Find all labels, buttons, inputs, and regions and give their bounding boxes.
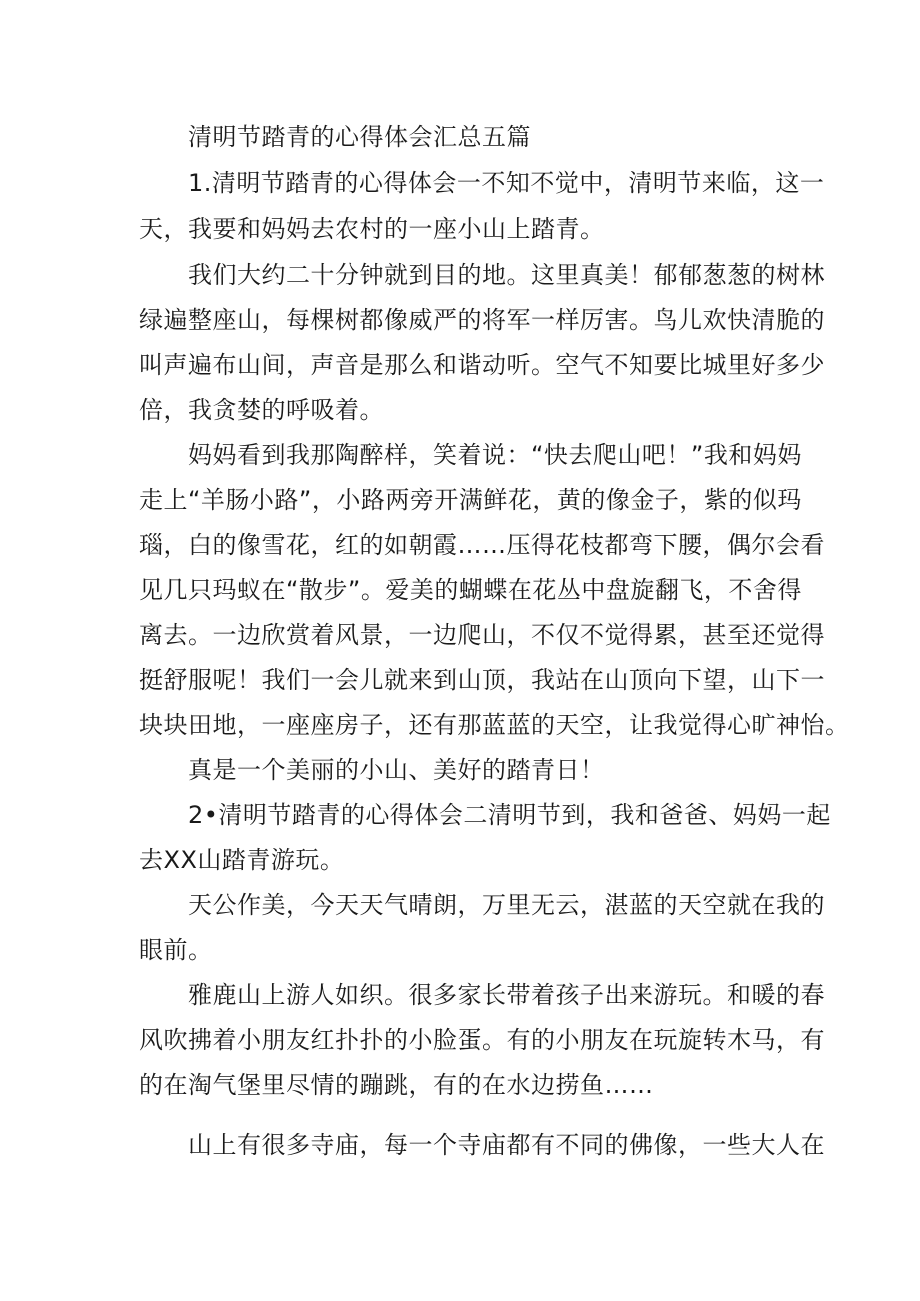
text-line: 山上有很多寺庙，每一个寺庙都有不同的佛像，一些大人在 xyxy=(188,1131,825,1159)
text-line: 去XX山踏青游玩。 xyxy=(139,846,345,874)
text-line: 眼前。 xyxy=(139,936,213,964)
text-line: 雅鹿山上游人如织。很多家长带着孩子出来游玩。和暖的春 xyxy=(188,981,825,1009)
text-line: 倍，我贪婪的呼吸着。 xyxy=(139,396,384,424)
text-line: 见几只玛蚁在“散步”。爱美的蝴蝶在花丛中盘旋翻飞，不舍得 xyxy=(139,576,802,604)
text-line: 1.清明节踏青的心得体会一不知不觉中，清明节来临，这一 xyxy=(188,169,825,197)
text-line: 挺舒服呢！我们一会儿就来到山顶，我站在山顶向下望，山下一 xyxy=(139,666,825,694)
text-line: 妈妈看到我那陶醉样，笑着说：“快去爬山吧！”我和妈妈 xyxy=(188,441,802,469)
text-line: 叫声遍布山间，声音是那么和谐动听。空气不知要比城里好多少 xyxy=(139,351,825,379)
text-line: 的在淘气堡里尽情的蹦跳，有的在水边捞鱼…… xyxy=(139,1071,654,1099)
text-line: 风吹拂着小朋友红扑扑的小脸蛋。有的小朋友在玩旋转木马，有 xyxy=(139,1026,825,1054)
text-line: 绿遍整座山，每棵树都像威严的将军一样厉害。鸟儿欢快清脆的 xyxy=(139,306,825,334)
text-line: 天，我要和妈妈去农村的一座小山上踏青。 xyxy=(139,215,605,243)
text-line: 走上“羊肠小路”，小路两旁开满鲜花，黄的像金子，紫的似玛 xyxy=(139,486,802,514)
text-line: 真是一个美丽的小山、美好的踏青日！ xyxy=(188,756,605,784)
text-line: 2•清明节踏青的心得体会二清明节到，我和爸爸、妈妈一起 xyxy=(188,801,831,829)
document-title: 清明节踏青的心得体会汇总五篇 xyxy=(188,123,531,151)
text-line: 天公作美，今天天气晴朗，万里无云，湛蓝的天空就在我的 xyxy=(188,891,825,919)
text-line: 离去。一边欣赏着风景，一边爬山，不仅不觉得累，甚至还觉得 xyxy=(139,621,825,649)
text-line: 我们大约二十分钟就到目的地。这里真美！郁郁葱葱的树林 xyxy=(188,261,825,289)
text-line: 瑙，白的像雪花，红的如朝霞……压得花枝都弯下腰，偶尔会看 xyxy=(139,531,825,559)
text-line: 块块田地，一座座房子，还有那蓝蓝的天空，让我觉得心旷神怡。 xyxy=(139,711,850,739)
